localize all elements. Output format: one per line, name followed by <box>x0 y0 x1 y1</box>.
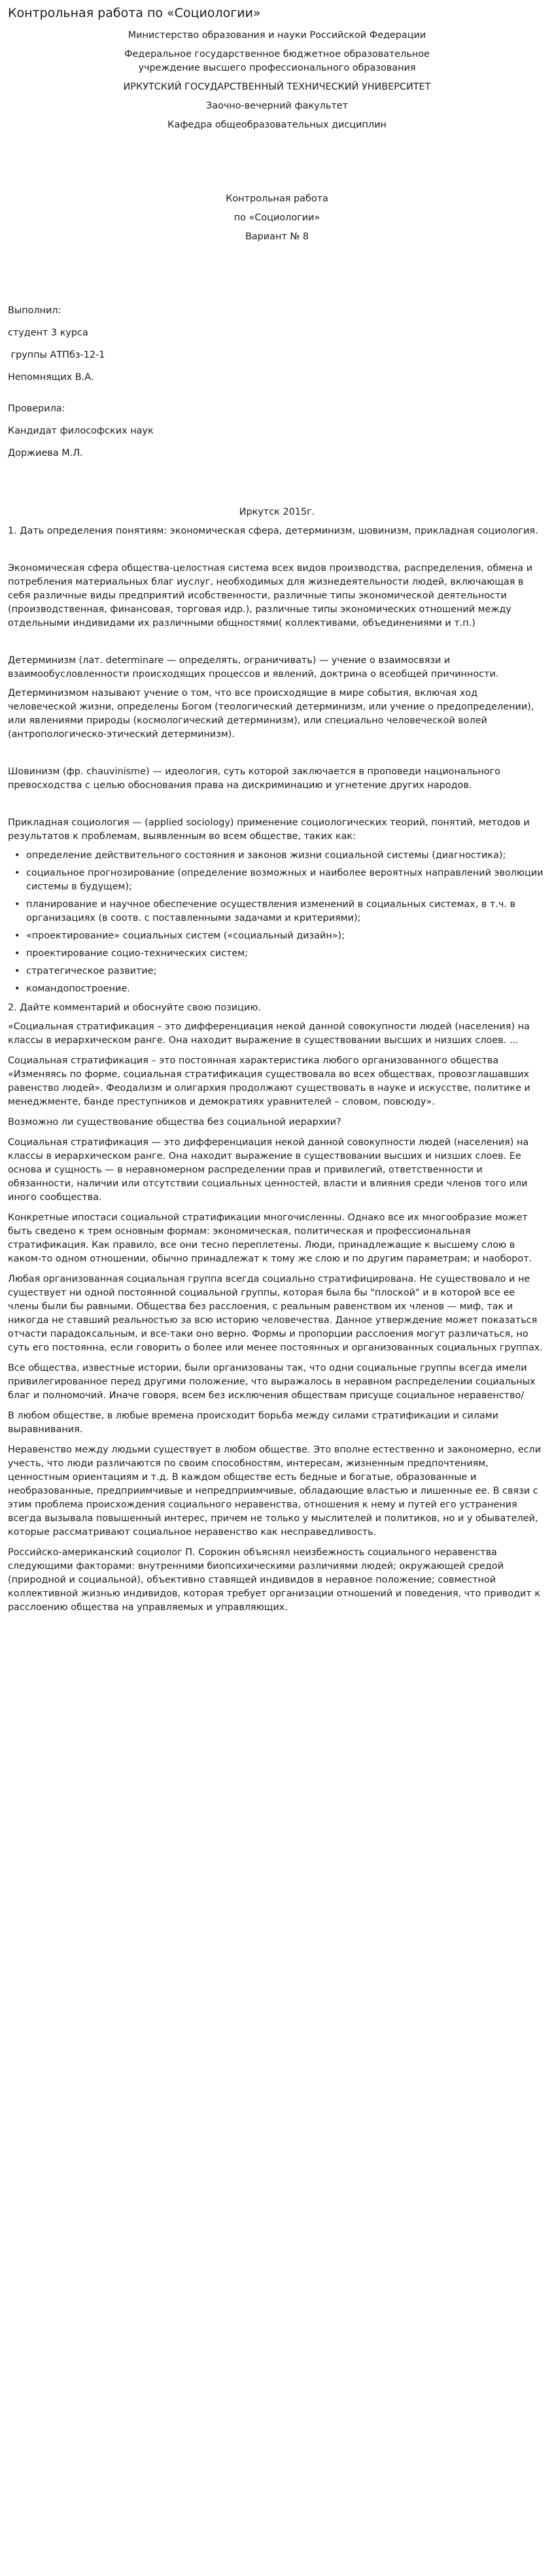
paragraph: Российско-американский социолог П. Сорокин объяснял неизбежность социального неравенства следующими факторами: внутренними биопсихическими различиями людей; окружающей средой (природной и социальной), объективно ставящей индивидов в неравное положение; совместной коллективной жизнью индивидов, которая требует организации отношений и поведения, что приводит к расслоению общества на управляемых и управляющих. <box>8 1547 541 1613</box>
work-title-block <box>8 192 546 244</box>
checked-block <box>8 402 546 460</box>
paragraph: Социальная стратификация – это постоянная характеристика любого организованного общества «Изменяясь по форме, социальная стратификация существовала во всех обществах, провозглашавших равенство людей». Феодализм и олигархия продолжают существовать в науке и искусстве, политике и менеджменте, банде преступников и демократиях уравнителей – словом, повсюду». <box>8 1056 530 1107</box>
student-name: Непомнящих В.А. <box>8 372 94 383</box>
economic-sphere-definition: Экономическая сфера общества-целостная система всех видов производства, распределения, обмена и потребления материальных благ иуслуг, необходимых для жизнедеятельности людей, включающая в себя различные виды предприятий исобственности, различные типы экономической деятельности (производственная, финансовая, торговая идр.), различные типы экономических отношений между отдельными индивидами их различными общностями( коллективами, объединениями и т.п.) <box>8 563 533 628</box>
university-line: ИРКУТСКИЙ ГОСУДАРСТВЕННЫЙ ТЕХНИЧЕСКИЙ УНИВЕРСИТЕТ <box>123 82 431 92</box>
title-page-header <box>8 29 546 132</box>
list-item: • «проектирование» социальных систем («социальный дизайн»); <box>14 931 345 941</box>
section-2-body <box>8 1020 546 1615</box>
paragraph: Конкретные ипостаси социальной стратификации многочисленны. Однако все их многообразие может быть сведено к трем основным формам: экономическая, политическая и профессиональная стратификация. Как правило, все они тесно переплетены. Люди, принадлежащие к высшему слою в каком-то одном отношении, обычно принадлежат к тому же слою и по другим параметрам; и наоборот. <box>8 1212 532 1264</box>
applied-sociology-definition: Прикладная социология — (applied sociology) применение социологических теорий, понятий, методов и результатов к проблемам, выявленным во всем обществе, таких как: <box>8 817 530 842</box>
chauvinism-definition: Шовинизм (фр. chauvinisme) — идеология, суть которой заключается в проповеди национального превосходства с целью обоснования права на дискриминацию и угнетение других народов. <box>8 766 500 791</box>
student-course: студент 3 курса <box>8 328 88 338</box>
sub-question: Возможно ли существование общества без социальной иерархии? <box>8 1117 341 1127</box>
paragraph: В любом обществе, в любые времена происходит борьба между силами стратификации и силами выравнивания. <box>8 1411 498 1435</box>
student-group: группы АТПбз-12-1 <box>8 350 105 360</box>
question-1: 1. Дать определения понятиям: экономическая сфера, детерминизм, шовинизм, прикладная социология. <box>8 526 538 536</box>
list-item: • командопостроение. <box>14 984 130 994</box>
document-title: Контрольная работа по «Социологии» <box>8 6 261 20</box>
determinism-definition-2: Детерминизмом называют учение о том, что все происходящие в мире события, включая ход человеческой жизни, определены Богом (теологический детерминизм, или учение о предопределении), или явлениями природы (космологический детерминизм), или специально человеческой волей (антропологическо-этический детерминизм). <box>8 688 534 740</box>
paragraph: Неравенство между людьми существует в любом обществе. Это вполне естественно и закономерно, если учесть, что люди различаются по своим способностям, интересам, жизненным предпочтениям, ценностным ориентациям и т.д. В каждом обществе есть бедные и богатые, образованные и необразованные, предприимчивые и непредприимчивые, обладающие властью и лишенные ее. В связи с этим проблема происхождения социального неравенства, отношения к нему и путей его устранения всегда вызывала повышенный интерес, причем не только у мыслителей и политиков, но и у обывателей, которые рассматривают социальное неравенство как несправедливость. <box>8 1445 542 1537</box>
teacher-name: Доржиева М.Л. <box>8 448 83 458</box>
paragraph: Социальная стратификация — это дифференциация некой данной совокупности людей (населения) на классы в иерархическом ранге. Она находит выражение в существовании высших и низших слоев. Ее основа и сущность — в неравномерном распределении прав и привилегий, ответственности и обязанности, наличии или отсутствии социальных ценностей, власти и влияния среди членов того или иного сообщества. <box>8 1137 529 1203</box>
determinism-definition-1: Детерминизм (лат. determinare — определять, ограничивать) — учение о взаимосвязи и взаимообусловленности происходящих процессов и явлений, доктрина о всеобщей причинности. <box>8 655 499 679</box>
ministry-line: Министерство образования и науки Российской Федерации <box>128 30 426 41</box>
work-type: Контрольная работа <box>226 194 328 204</box>
performed-label: Выполнил: <box>8 305 61 316</box>
list-item: • проектирование социо-технических систем; <box>14 948 248 959</box>
performed-block <box>8 304 546 385</box>
paragraph: Все общества, известные истории, были организованы так, что одни социальные группы всегда имели привилегированное перед другими положение, что выражалось в неравном распределении социальных благ и полномочий. Иначе говоря, всем без исключения обществам присуще социальное неравенство/ <box>8 1363 536 1401</box>
list-item: • социальное прогнозирование (определение возможных и наиболее вероятных направлений эволюции системы в будущем); <box>14 868 544 892</box>
teacher-degree: Кандидат философских наук <box>8 426 154 436</box>
applied-sociology-list <box>8 849 546 996</box>
institution-line: Федеральное государственное бюджетное образовательное учреждение высшего профессионального образования <box>124 49 430 73</box>
department-line: Кафедра общеобразовательных дисциплин <box>167 120 387 130</box>
city-year: Иркутск 2015г. <box>239 507 315 517</box>
list-item: • стратегическое развитие; <box>14 966 157 976</box>
stratification-quote: «Социальная стратификация – это дифференциация некой данной совокупности людей (населения) на классы в иерархическом ранге. Она находит выражение в существовании высших и низших слоев. ... <box>8 1022 530 1046</box>
list-item: • планирование и научное обеспечение осуществления изменений в социальных системах, в т.ч. в организациях (в соотв. с поставленными задачами и критериями); <box>14 899 515 923</box>
list-item: • определение действительного состояния и законов жизни социальной системы (диагностика); <box>14 850 506 861</box>
paragraph: Любая организованная социальная группа всегда социально стратифицирована. Не существовало и не существует ни одной постоянной социальной группы, которая была бы "плоской" и в которой все ее члены были бы равными. Общества без расслоения, с реальным равенством их членов — миф, так и никогда не ставший реальностью за всю историю человечества. Данное утверждение может показаться отчасти парадоксальным, и все-таки оно верно. Формы и пропорции расслоения могут различаться, но суть его постоянна, если говорить о более или менее постоянных и организованных социальных группах. <box>8 1274 543 1353</box>
faculty-line: Заочно-вечерний факультет <box>206 101 348 111</box>
question-2: 2. Дайте комментарий и обоснуйте свою позицию. <box>8 1003 261 1013</box>
work-variant: Вариант № 8 <box>245 232 309 242</box>
work-subject: по «Социологии» <box>234 213 320 223</box>
checked-label: Проверила: <box>8 404 65 414</box>
